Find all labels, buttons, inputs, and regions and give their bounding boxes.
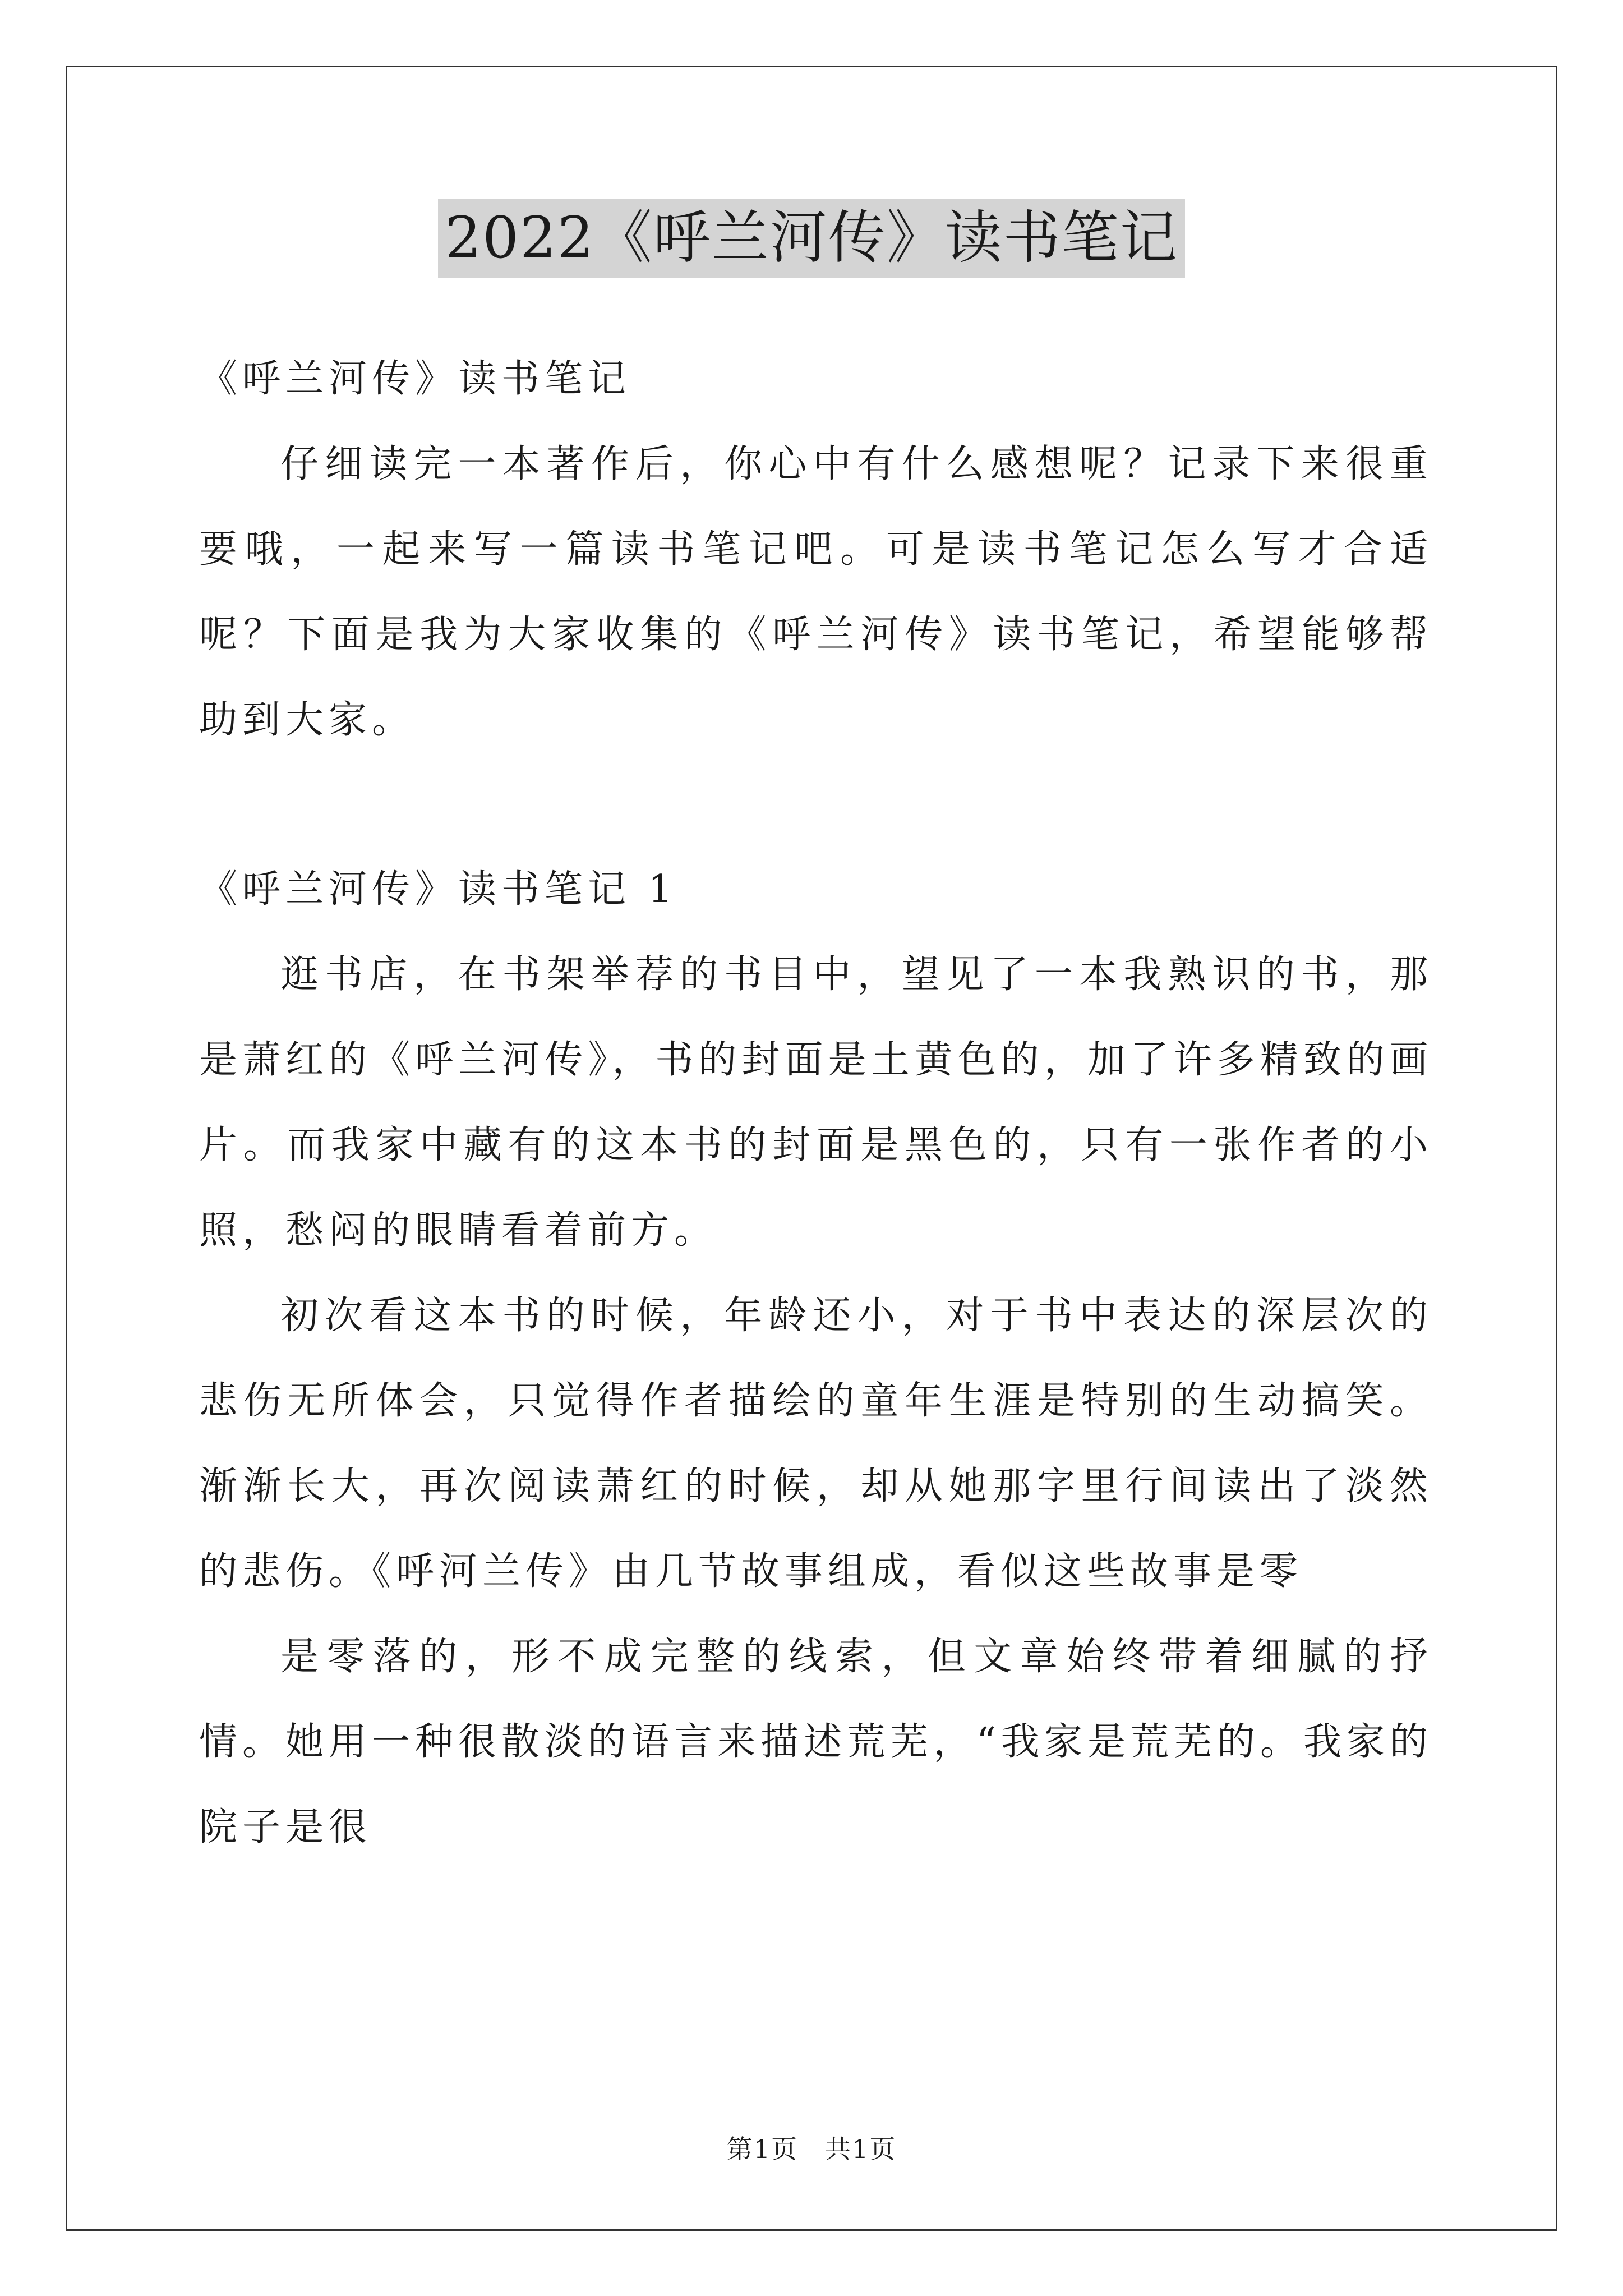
page-footer: 第1页 共1页: [726, 2134, 897, 2164]
main-heading: 《呼兰河传》读书笔记: [199, 357, 631, 401]
section-1-paragraph-2: 初次看这本书的时候，年龄还小，对于书中表达的深层次的悲伤无所体会，只觉得作者描绘的童年生涯是特别的生动搞笑。渐渐长大，再次阅读萧红的时候，却从她那字里行间读出了淡然的悲伤。《呼河兰传》由几节故事组成，看似这些故事是零: [199, 1294, 1433, 1594]
document-body: [199, 337, 1433, 1870]
section-1-paragraph-3: 是零落的，形不成完整的线索，但文章始终带着细腻的抒情。她用一种很散淡的语言来描述荒芜，“我家是荒芜的。我家的院子是很: [199, 1635, 1433, 1849]
section-1-paragraph-1: 逛书店，在书架举荐的书目中，望见了一本我熟识的书，那是萧红的《呼兰河传》，书的封面是土黄色的，加了许多精致的画片。而我家中藏有的这本书的封面是黑色的，只有一张作者的小照，愁闷的眼睛看着前方。: [199, 953, 1433, 1253]
intro-paragraph: 仔细读完一本著作后，你心中有什么感想呢？记录下来很重要哦，一起来写一篇读书笔记吧。可是读书笔记怎么写才合适呢？下面是我为大家收集的《呼兰河传》读书笔记，希望能够帮助到大家。: [199, 442, 1433, 742]
document-title-wrapper: [0, 199, 1623, 283]
document-title: 2022《呼兰河传》读书笔记: [438, 199, 1185, 278]
section-1-heading: 《呼兰河传》读书笔记 1: [199, 867, 677, 912]
section-spacer: [199, 763, 1433, 847]
